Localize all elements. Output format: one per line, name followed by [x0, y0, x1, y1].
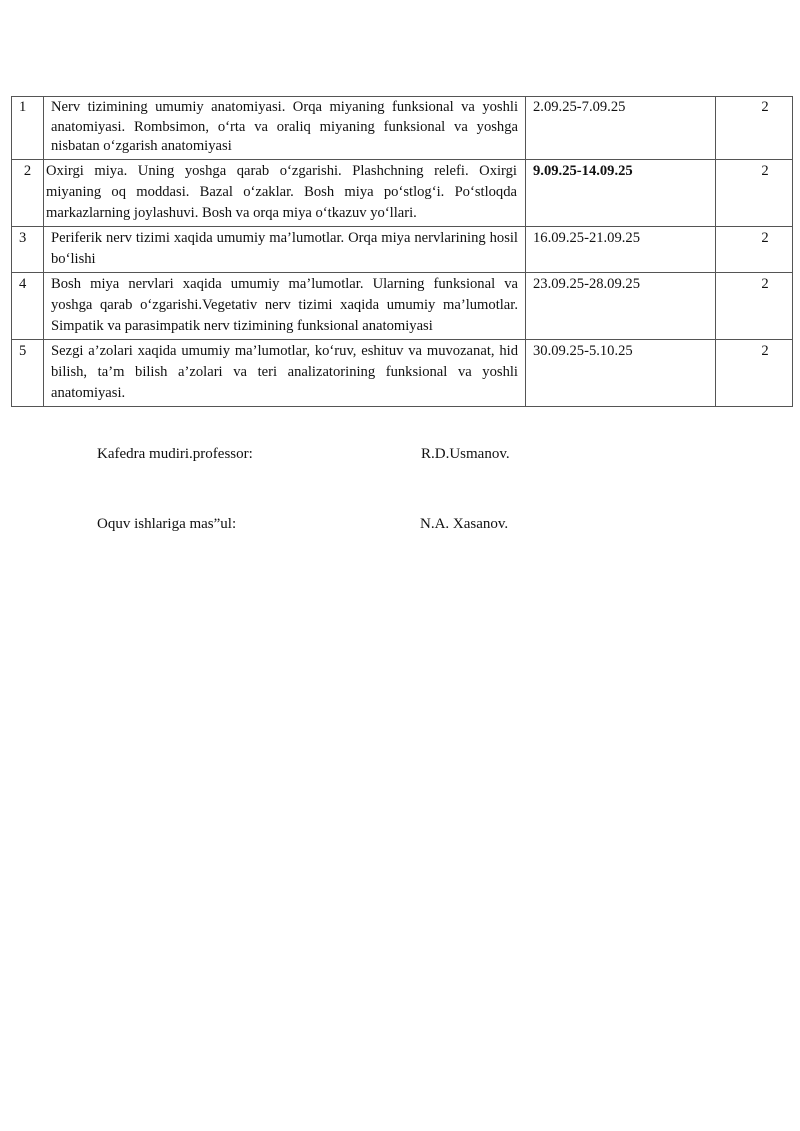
- row-number: 2: [12, 159, 44, 226]
- table-row: [12, 97, 793, 160]
- lesson-hours: 2: [761, 162, 769, 179]
- lesson-date: 16.09.25-21.09.25: [526, 226, 716, 272]
- lesson-topic: Oxirgi miya. Uning yoshga qarab o‘zgarishi. Plashchning relefi. Oxirgi miyaning oq moddasi. Bazal o‘zaklar. Bosh miya po‘stlog‘i. Po‘stloqda markazlarning joylashuvi. Bosh va orqa miya o‘tkazuv yo‘llari.: [44, 159, 526, 226]
- table-row: [12, 339, 793, 406]
- lesson-topic: Nerv tizimining umumiy anatomiyasi. Orqa miyaning funksional va yoshli anatomiyasi. Rombsimon, o‘rta va oraliq miyaning funksional va yoshga nisbatan o‘zgarish anatomiyasi: [44, 97, 526, 160]
- lesson-hours: 2: [761, 99, 769, 115]
- lesson-topic: Sezgi a’zolari xaqida umumiy ma’lumotlar, ko‘ruv, eshituv va muvozanat, hid bilish, ta’m bilish a’zolari va teri analizatorining funksional va yoshli anatomiyasi.: [44, 339, 526, 406]
- lesson-hours-cell: [716, 339, 793, 406]
- lesson-hours: 2: [761, 229, 769, 246]
- lesson-schedule-table: [11, 96, 793, 407]
- lesson-hours: 2: [761, 342, 769, 359]
- row-number: 1: [12, 97, 44, 160]
- row-number: 3: [12, 226, 44, 272]
- table-row: [12, 272, 793, 339]
- lesson-hours-cell: [716, 159, 793, 226]
- department-head-name: R.D.Usmanov.: [421, 446, 510, 462]
- row-number: 5: [12, 339, 44, 406]
- lesson-topic: Periferik nerv tizimi xaqida umumiy ma’lumotlar. Orqa miya nervlarining hosil bo‘lishi: [44, 226, 526, 272]
- lesson-hours-cell: [716, 226, 793, 272]
- lesson-hours: 2: [761, 275, 769, 292]
- academic-affairs-title: Oquv ishlariga mas”ul:: [97, 516, 237, 532]
- lesson-topic: Bosh miya nervlari xaqida umumiy ma’lumotlar. Ularning funksional va yoshga qarab o‘zgarishi.Vegetativ nerv tizimi xaqida umumiy ma’lumotlar. Simpatik va parasimpatik nerv tizimining funksional anatomiyasi: [44, 272, 526, 339]
- department-head-title: Kafedra mudiri.professor:: [97, 446, 253, 462]
- lesson-date: 9.09.25-14.09.25: [526, 159, 716, 226]
- lesson-date: 23.09.25-28.09.25: [526, 272, 716, 339]
- row-number: 4: [12, 272, 44, 339]
- lesson-date: 30.09.25-5.10.25: [526, 339, 716, 406]
- lesson-hours-cell: [716, 97, 793, 160]
- lesson-date: 2.09.25-7.09.25: [526, 97, 716, 160]
- table-row: [12, 226, 793, 272]
- academic-affairs-name: N.A. Xasanov.: [420, 516, 509, 532]
- table-row: [12, 159, 793, 226]
- lesson-hours-cell: [716, 272, 793, 339]
